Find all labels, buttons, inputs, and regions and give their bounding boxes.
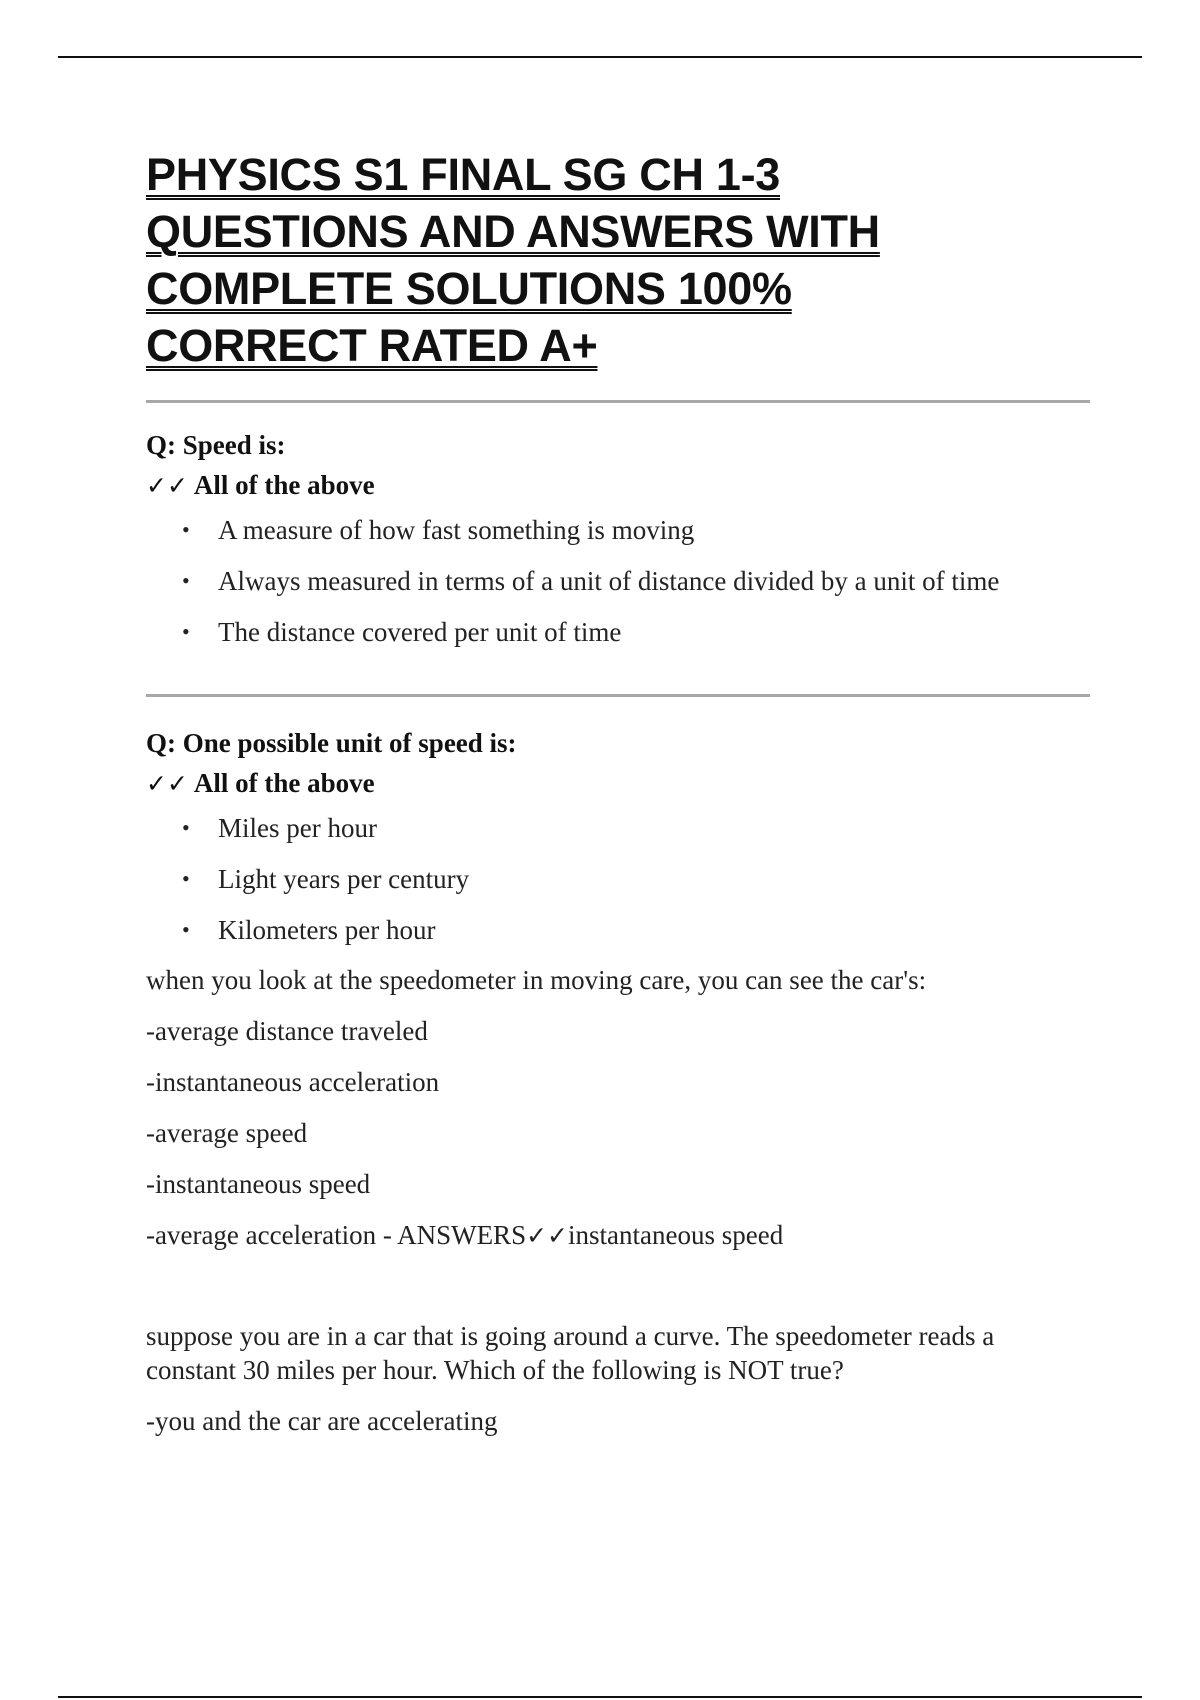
option-text: Light years per century — [218, 864, 470, 894]
section-divider — [146, 400, 1090, 403]
choice-text: -instantaneous speed — [146, 1169, 371, 1199]
option-text: A measure of how fast something is moving — [218, 515, 695, 545]
question-block-2 — [146, 723, 1090, 948]
option-text: Kilometers per hour — [218, 915, 436, 945]
option-text: Miles per hour — [218, 813, 377, 843]
double-check-icon: ✓✓ — [146, 471, 188, 500]
option-text: Always measured in terms of a unit of distance divided by a unit of time — [218, 566, 1000, 596]
option-text: The distance covered per unit of time — [218, 617, 622, 647]
bullet-icon: • — [182, 568, 190, 593]
list-item — [146, 861, 1090, 897]
list-item — [146, 912, 1090, 948]
list-item — [146, 614, 1090, 650]
document-title — [146, 146, 1090, 374]
bullet-icon: • — [182, 815, 190, 840]
question-text: Q: One possible unit of speed is: — [146, 728, 517, 758]
question-block-3 — [146, 963, 1090, 1253]
choice-text: -average speed — [146, 1118, 308, 1148]
bullet-icon: • — [182, 619, 190, 644]
page-top-rule — [58, 56, 1142, 58]
answer-line — [146, 1218, 1090, 1253]
choice-text: -you and the car are accelerating — [146, 1406, 498, 1436]
bullet-icon: • — [182, 866, 190, 891]
bullet-icon: • — [182, 917, 190, 942]
bullet-icon: • — [182, 517, 190, 542]
question-text: when you look at the speedometer in moving care, you can see the car's: — [146, 965, 927, 995]
choice-text: -average acceleration - ANSWERS — [146, 1220, 527, 1250]
answer-text: All of the above — [193, 768, 375, 798]
document-body — [146, 146, 1090, 1455]
question-text: suppose you are in a car that is going around a curve. The speedometer reads a constant 30 miles per hour. Which of the following is NOT true? — [146, 1321, 995, 1385]
page-bottom-rule — [58, 1696, 1142, 1698]
title-line: PHYSICS S1 FINAL SG CH 1-3 — [146, 149, 781, 200]
answer-text: instantaneous speed — [568, 1220, 784, 1250]
section-divider — [146, 694, 1090, 697]
question-block-4 — [146, 1319, 1090, 1438]
option-list — [146, 512, 1090, 650]
list-item — [146, 810, 1090, 846]
double-check-icon: ✓✓ — [146, 769, 188, 798]
title-line: QUESTIONS AND ANSWERS WITH — [146, 206, 880, 257]
list-item — [146, 512, 1090, 548]
title-line: CORRECT RATED A+ — [146, 320, 598, 371]
choice-text: -instantaneous acceleration — [146, 1067, 440, 1097]
answer-line — [146, 763, 1090, 804]
answer-text: All of the above — [193, 470, 375, 500]
question-text: Q: Speed is: — [146, 430, 286, 460]
option-list — [146, 810, 1090, 948]
list-item — [146, 563, 1090, 599]
choice-text: -average distance traveled — [146, 1016, 428, 1046]
title-line: COMPLETE SOLUTIONS 100% — [146, 263, 792, 314]
answer-line — [146, 465, 1090, 506]
double-check-icon: ✓✓ — [526, 1221, 568, 1250]
question-block-1 — [146, 425, 1090, 650]
